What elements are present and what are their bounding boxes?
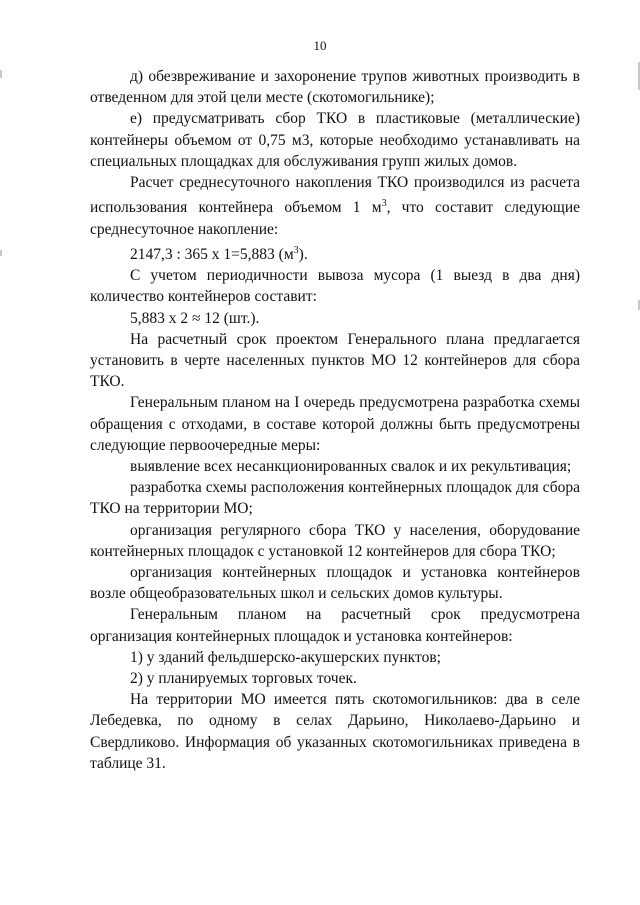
paragraph-formula	[90, 240, 580, 265]
paragraph-first-stage: Генеральным планом на I очередь предусмотрена разработка схемы обращения с отходами, в составе которой должны быть предусмотрены следующие первоочередные меры:	[90, 394, 580, 454]
paragraph-estimated-term: Генеральным планом на расчетный срок предусмотрена организация контейнерных площадок и установка контейнеров:	[90, 606, 580, 645]
paragraph-item-d: д) обезвреживание и захоронение трупов животных производить в отведенном для этой цели месте (скотомогильнике);	[90, 68, 580, 107]
calc-text: Расчет среднесуточного накопления ТКО производился из расчета использования контейнера объемом 1 м	[90, 174, 580, 217]
paragraph-item-e: е) предусматривать сбор ТКО в пластиковые (металлические) контейнеры объемом от 0,75 м3, которые необходимо устанавливать на специальных площадках для обслуживания групп жилых домов.	[90, 110, 580, 170]
page-number: 10	[313, 38, 327, 53]
paragraph-measure-dumps: выявление всех несанкционированных свалок и их рекультивация;	[130, 457, 572, 475]
calc-superscript: 3	[381, 198, 387, 210]
paragraph-container-count: 5,883 х 2 ≈ 12 (шт.).	[130, 309, 260, 327]
calc-text-end: , что составит следующие среднесуточное накопление:	[90, 199, 580, 238]
left-scan-edge	[0, 70, 2, 78]
paragraph-measure-collection: организация регулярного сбора ТКО у населения, оборудование контейнерных площадок с установкой 12 контейнеров для сбора ТКО;	[90, 521, 580, 560]
document-body	[90, 66, 580, 774]
formula-text-end: ).	[298, 245, 308, 263]
paragraph-measure-schools: организация контейнерных площадок и установка контейнеров возле общеобразовательных школ и сельских домов культуры.	[90, 563, 580, 603]
left-scan-edge	[0, 250, 2, 256]
formula-text: 2147,3 : 365 х 1=5,883 (м	[130, 245, 294, 263]
paragraph-burial-grounds: На территории МО имеется пять скотомогильников: два в селе Лебедевка, по одному в селах Дарьино, Николаево-Дарьино и Свердликово. Информация об указанных скотомогильниках приведена в таблице 31.	[90, 691, 580, 772]
paragraph-frequency: С учетом периодичности вывоза мусора (1 выезд в два дня) количество контейнеров составит:	[90, 267, 580, 306]
paragraph-list-item-2: 2) у планируемых торговых точек.	[130, 670, 357, 687]
paragraph-measure-scheme: разработка схемы расположения контейнерных площадок для сбора ТКО на территории МО;	[90, 479, 580, 518]
paragraph-planned-containers: На расчетный срок проектом Генерального плана предлагается установить в черте населенных пунктов МО 12 контейнеров для сбора ТКО.	[90, 330, 580, 391]
paragraph-calculation	[90, 172, 580, 240]
formula-superscript: 3	[293, 244, 299, 256]
paragraph-list-item-1: 1) у зданий фельдшерско-акушерских пунктов;	[130, 648, 441, 666]
